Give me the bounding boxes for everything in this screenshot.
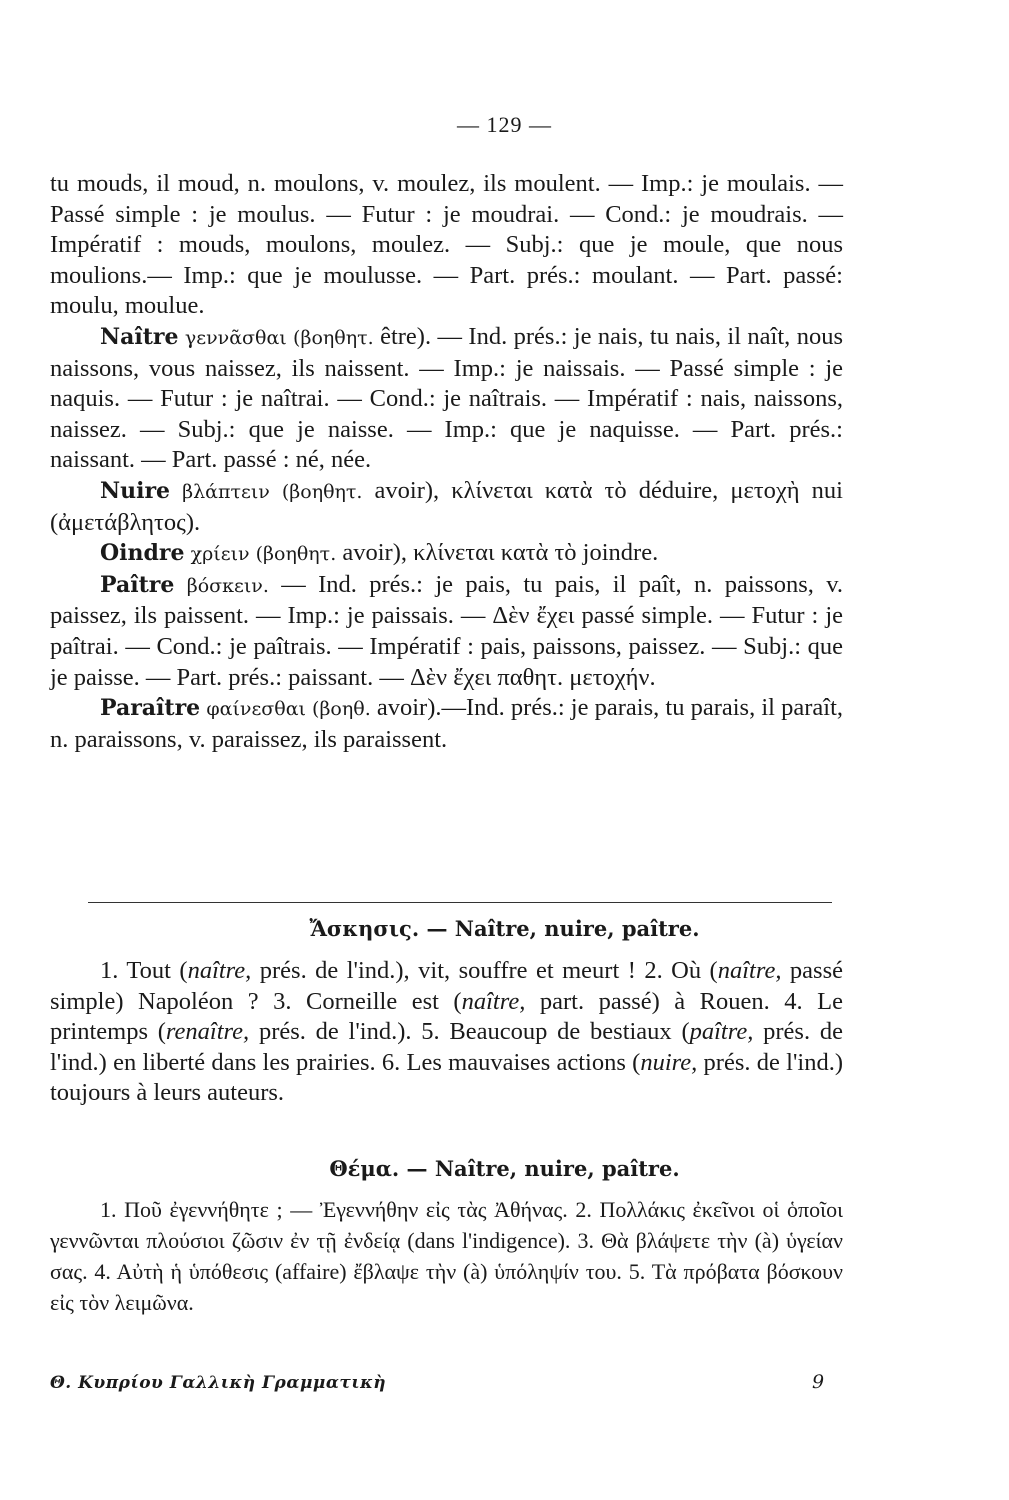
entry-nuire (50, 476, 843, 538)
greek-gloss: χρίειν (βοηθητ. (190, 543, 337, 566)
exercise-item: 5. Beaucoup de bestiaux (paître, prés. de l'ind.) en liberté dans les prairies. (50, 1018, 843, 1076)
exercise-block (50, 956, 843, 1109)
section-divider (88, 902, 832, 903)
entry-naitre (50, 322, 843, 476)
exercise-heading: Ἄσκησις. — Naître, nuire, paître. (309, 916, 700, 941)
entry-text: avoir), κλίνεται κατὰ τὸ joindre. (336, 539, 659, 567)
signature-mark: 9 (812, 1371, 825, 1393)
entry-text: avoir).—Ind. prés.: je parais, tu parais, il paraît, n. paraissons, v. paraissez, ils paraissent. (50, 694, 843, 753)
entry-paitre (50, 570, 843, 693)
greek-gloss: βόσκειν. (186, 574, 269, 597)
exercise-item: 4. Le printemps (renaître, prés. de l'ind.). (50, 987, 844, 1046)
entry-oindre (50, 538, 843, 570)
exercise-item: 6. Les mauvaises actions (nuire, prés. de l'ind.) toujours à leurs auteurs. (50, 1048, 843, 1107)
conjugation-block (50, 169, 843, 755)
entry-text: être). — Ind. prés.: je nais, tu nais, il naît, nous naissons, vous naissez, ils naissent. — Imp.: je naissais. — Passé simple : je naquis. — Futur : je naîtrai. — Cond.: je naîtrais. — Impératif : nais, naissons, naissez. — Subj.: que je naisse. — Imp.: que je naquisse. — Part. prés.: naissant. — Part. passé : né, née. (50, 322, 843, 474)
greek-gloss: γεννᾶσθαι (βοηθητ. (184, 326, 374, 349)
greek-gloss: βλάπτειν (βοηθητ. (182, 480, 363, 503)
exercise-item: 2. Où (naître, passé simple) Napoléon ? (50, 957, 843, 1015)
entry-paraitre (50, 693, 843, 755)
headword: Paître (100, 571, 175, 598)
headword: Oindre (100, 540, 185, 567)
entry-text: avoir), κλίνεται κατὰ τὸ déduire, μετοχὴ nui (ἀμετάβλητος). (50, 476, 843, 536)
theme-heading: Θέμα. — Naître, nuire, paître. (329, 1156, 680, 1181)
headword: Naître (100, 323, 179, 350)
entry-text: — Ind. prés.: je pais, tu pais, il paît, n. paissons, v. paissez, ils paissent. — Imp.: je paissais. — Δὲν ἔχει passé simple. — Futur : je paîtrai. — Cond.: je paîtrais. — Impératif : pais, paissons, paissez. — Subj.: que je paisse. — Part. prés.: paissant. — Δὲν ἔχει παθητ. μετοχήν. (50, 570, 844, 691)
greek-gloss: φαίνεσθαι (βοηθ. (206, 698, 371, 721)
page-number: — 129 — (457, 112, 552, 137)
exercise-item: 1. Tout (naître, prés. de l'ind.), vit, souffre et meurt ! (100, 957, 645, 984)
footer-title: Θ. Κυπρίου Γαλλικὴ Γραμματικὴ (50, 1373, 387, 1393)
theme-block (50, 1194, 843, 1318)
headword: Paraître (100, 695, 201, 722)
moudre-continuation: tu mouds, il moud, n. moulons, v. moulez, ils moulent. — Imp.: je moulais. — Passé simple : je moulus. — Futur : je moudrai. — Cond.: je moudrais. — Impératif : mouds, moulons, moulez. — Subj.: que je moule, que nous moulions.— Imp.: que je moulusse. — Part. prés.: moulant. — Part. passé: moulu, moulue. (50, 170, 843, 320)
theme-text: 1. Ποῦ ἐγεννήθητε ; — Ἐγεννήθην εἰς τὰς Ἀθήνας. 2. Πολλάκις ἐκεῖνοι οἱ ὁποῖοι γεννῶνται πλούσιοι ζῶσιν ἐν τῇ ἐνδείᾳ (dans l'indigence). 3. Θὰ βλάψετε τὴν (à) ὑγείαν σας. 4. Αὐτὴ ἡ ὑπόθεσις (affaire) ἔβλαψε τὴν (à) ὑπόληψίν του. 5. Τὰ πρόβατα βόσκουν εἰς τὸν λειμῶνα. (50, 1197, 843, 1315)
exercise-item: 3. Corneille est (naître, part. passé) à Rouen. (273, 987, 785, 1015)
exercise-text (50, 956, 843, 1109)
headword: Nuire (100, 477, 171, 504)
